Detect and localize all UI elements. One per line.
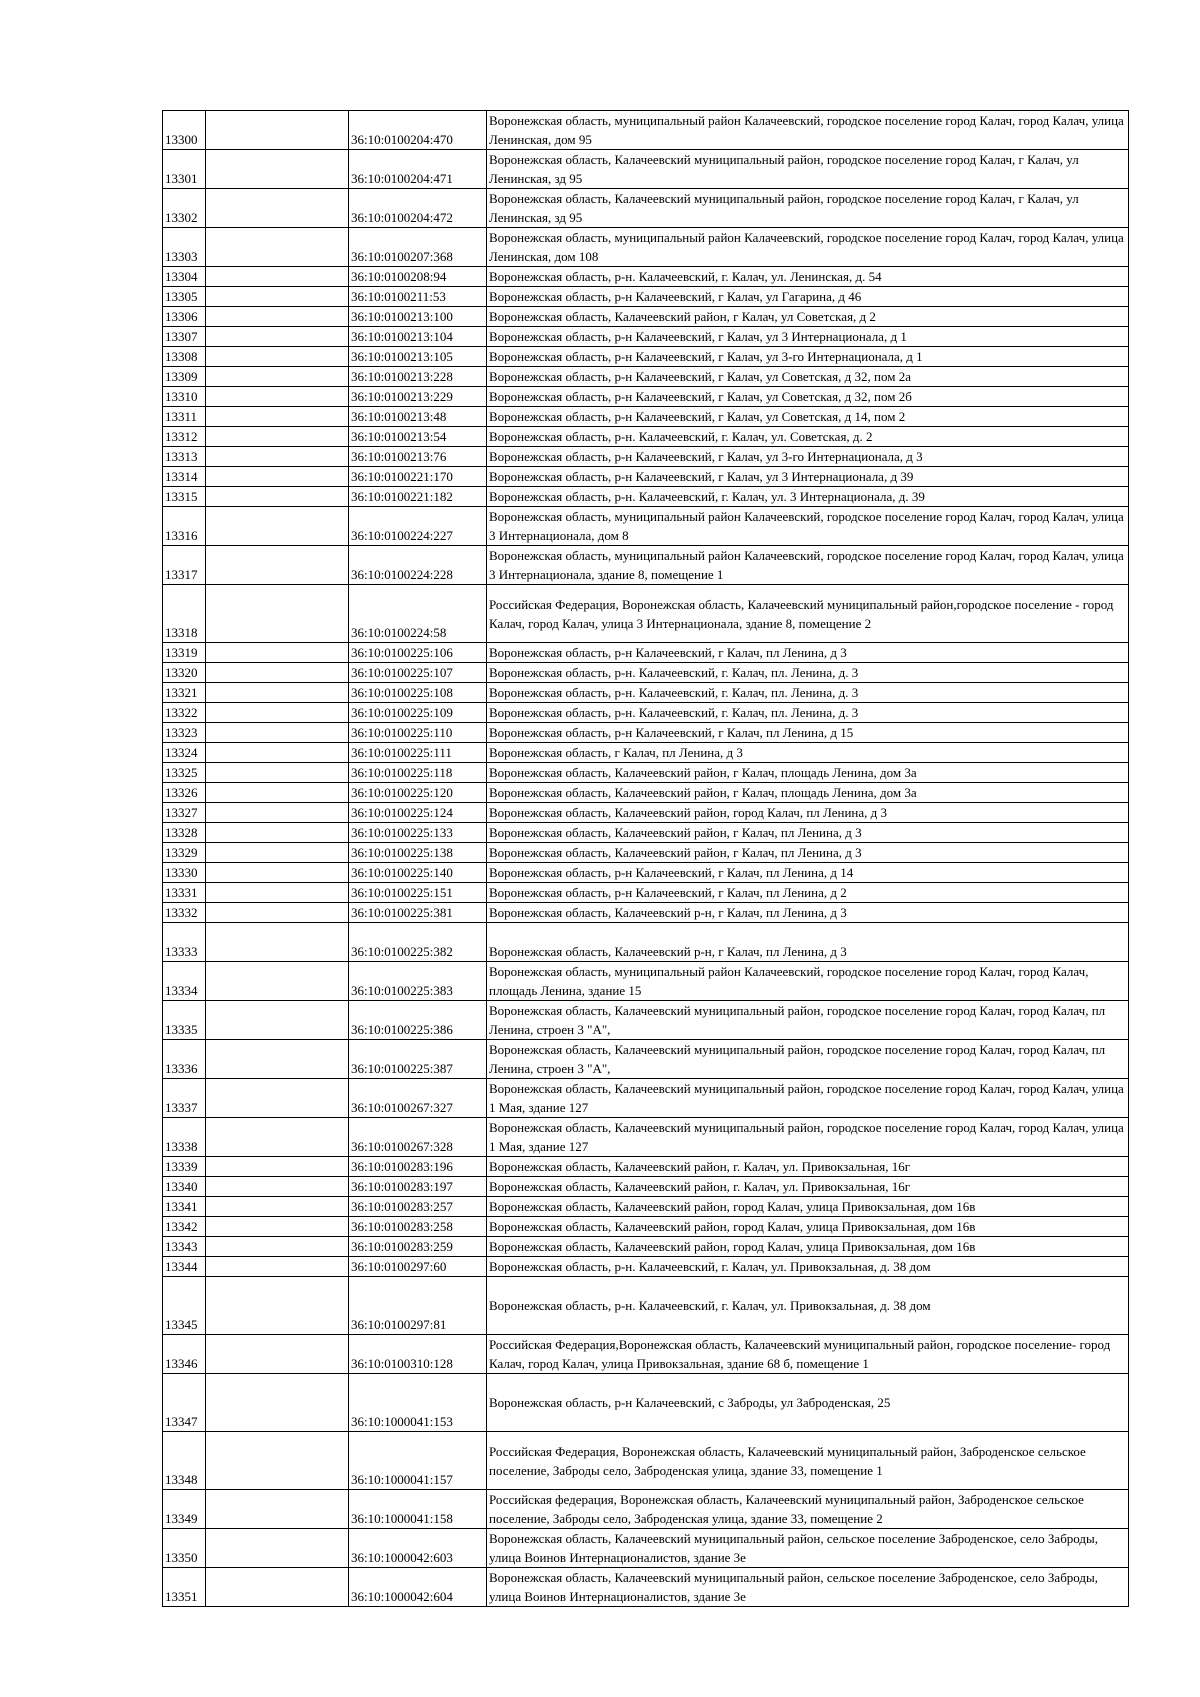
row-number-cell: 13302: [163, 189, 206, 228]
address-cell: Воронежская область, Калачеевский муниципальный район, городское поселение город Калач, город Калач, улица 1 Мая, здание 127: [487, 1079, 1129, 1118]
row-number-cell: 13347: [163, 1374, 206, 1432]
empty-cell: [206, 367, 349, 387]
empty-cell: [206, 962, 349, 1001]
address-cell: Воронежская область, Калачеевский муниципальный район, городское поселение город Калач, город Калач, пл Ленина, строен 3 "А",: [487, 1040, 1129, 1079]
table-row: [163, 267, 1129, 287]
cadastral-number-cell: 36:10:0100225:110: [349, 723, 487, 743]
address-cell: Российская федерация, Воронежская область, Калачеевский муниципальный район, Заброденское сельское поселение, Заброды село, Заброденская улица, здание 33, помещение 2: [487, 1490, 1129, 1529]
empty-cell: [206, 883, 349, 903]
table-row: [163, 111, 1129, 150]
cadastral-number-cell: 36:10:0100225:108: [349, 683, 487, 703]
table-row: [163, 1432, 1129, 1490]
address-cell: Воронежская область, р-н Калачеевский, г Калач, пл Ленина, д 3: [487, 643, 1129, 663]
row-number-cell: 13328: [163, 823, 206, 843]
address-cell: Воронежская область, р-н. Калачеевский, г. Калач, ул. 3 Интернационала, д. 39: [487, 487, 1129, 507]
table-row: [163, 307, 1129, 327]
empty-cell: [206, 327, 349, 347]
row-number-cell: 13348: [163, 1432, 206, 1490]
empty-cell: [206, 150, 349, 189]
row-number-cell: 13335: [163, 1001, 206, 1040]
row-number-cell: 13301: [163, 150, 206, 189]
empty-cell: [206, 843, 349, 863]
cadastral-number-cell: 36:10:0100283:259: [349, 1237, 487, 1257]
table-row: [163, 467, 1129, 487]
cadastral-number-cell: 36:10:0100204:470: [349, 111, 487, 150]
table-row: [163, 367, 1129, 387]
row-number-cell: 13318: [163, 585, 206, 643]
empty-cell: [206, 347, 349, 367]
empty-cell: [206, 1490, 349, 1529]
empty-cell: [206, 287, 349, 307]
address-cell: Воронежская область, р-н Калачеевский, г Калач, ул Советская, д 32, пом 2б: [487, 387, 1129, 407]
registry-table: [162, 110, 1129, 1607]
table-row: [163, 843, 1129, 863]
row-number-cell: 13310: [163, 387, 206, 407]
address-cell: Воронежская область, муниципальный район Калачеевский, городское поселение город Калач, город Калач, улица 3 Интернационала, здание 8, помещение 1: [487, 546, 1129, 585]
row-number-cell: 13351: [163, 1568, 206, 1607]
address-cell: Воронежская область, р-н. Калачеевский, г. Калач, пл. Ленина, д. 3: [487, 703, 1129, 723]
row-number-cell: 13312: [163, 427, 206, 447]
table-row: [163, 1374, 1129, 1432]
empty-cell: [206, 585, 349, 643]
address-cell: Российская Федерация, Воронежская область, Калачеевский муниципальный район,городское поселение - город Калач, город Калач, улица 3 Интернационала, здание 8, помещение 2: [487, 585, 1129, 643]
address-cell: Воронежская область, р-н Калачеевский, г Калач, ул 3 Интернационала, д 39: [487, 467, 1129, 487]
empty-cell: [206, 546, 349, 585]
cadastral-number-cell: 36:10:0100283:197: [349, 1177, 487, 1197]
empty-cell: [206, 111, 349, 150]
table-row: [163, 546, 1129, 585]
row-number-cell: 13322: [163, 703, 206, 723]
address-cell: Воронежская область, Калачеевский район, г Калач, пл Ленина, д 3: [487, 823, 1129, 843]
cadastral-number-cell: 36:10:0100267:327: [349, 1079, 487, 1118]
cadastral-number-cell: 36:10:0100213:105: [349, 347, 487, 367]
table-row: [163, 643, 1129, 663]
address-cell: Воронежская область, р-н Калачеевский, г Калач, пл Ленина, д 15: [487, 723, 1129, 743]
address-cell: Воронежская область, муниципальный район Калачеевский, городское поселение город Калач, город Калач, улица 3 Интернационала, дом 8: [487, 507, 1129, 546]
address-cell: Воронежская область, Калачеевский район, город Калач, улица Привокзальная, дом 16в: [487, 1237, 1129, 1257]
cadastral-number-cell: 36:10:0100225:111: [349, 743, 487, 763]
empty-cell: [206, 1237, 349, 1257]
address-cell: Воронежская область, р-н. Калачеевский, г. Калач, ул. Ленинская, д. 54: [487, 267, 1129, 287]
empty-cell: [206, 1197, 349, 1217]
table-row: [163, 923, 1129, 962]
table-row: [163, 1257, 1129, 1277]
row-number-cell: 13341: [163, 1197, 206, 1217]
address-cell: Воронежская область, р-н Калачеевский, г Калач, ул Советская, д 14, пом 2: [487, 407, 1129, 427]
empty-cell: [206, 863, 349, 883]
address-cell: Воронежская область, Калачеевский район, г Калач, ул Советская, д 2: [487, 307, 1129, 327]
table-row: [163, 327, 1129, 347]
cadastral-number-cell: 36:10:0100213:54: [349, 427, 487, 447]
row-number-cell: 13334: [163, 962, 206, 1001]
empty-cell: [206, 1079, 349, 1118]
row-number-cell: 13324: [163, 743, 206, 763]
address-cell: Воронежская область, муниципальный район Калачеевский, городское поселение город Калач, город Калач, площадь Ленина, здание 15: [487, 962, 1129, 1001]
address-cell: Воронежская область, Калачеевский район, г. Калач, ул. Привокзальная, 16г: [487, 1177, 1129, 1197]
cadastral-number-cell: 36:10:1000041:153: [349, 1374, 487, 1432]
table-row: [163, 189, 1129, 228]
table-row: [163, 1335, 1129, 1374]
row-number-cell: 13330: [163, 863, 206, 883]
table-row: [163, 507, 1129, 546]
address-cell: Воронежская область, р-н Калачеевский, г Калач, ул 3-го Интернационала, д 1: [487, 347, 1129, 367]
address-cell: Воронежская область, Калачеевский район, город Калач, улица Привокзальная, дом 16в: [487, 1217, 1129, 1237]
address-cell: Воронежская область, Калачеевский муниципальный район, городское поселение город Калач, город Калач, улица 1 Мая, здание 127: [487, 1118, 1129, 1157]
row-number-cell: 13305: [163, 287, 206, 307]
table-row: [163, 1568, 1129, 1607]
empty-cell: [206, 903, 349, 923]
address-cell: Воронежская область, р-н Калачеевский, г Калач, ул Советская, д 32, пом 2а: [487, 367, 1129, 387]
cadastral-number-cell: 36:10:1000041:157: [349, 1432, 487, 1490]
row-number-cell: 13311: [163, 407, 206, 427]
row-number-cell: 13325: [163, 763, 206, 783]
table-row: [163, 803, 1129, 823]
empty-cell: [206, 407, 349, 427]
row-number-cell: 13329: [163, 843, 206, 863]
row-number-cell: 13344: [163, 1257, 206, 1277]
table-row: [163, 1529, 1129, 1568]
cadastral-number-cell: 36:10:1000042:603: [349, 1529, 487, 1568]
empty-cell: [206, 1277, 349, 1335]
empty-cell: [206, 1529, 349, 1568]
address-cell: Воронежская область, р-н. Калачеевский, г. Калач, ул. Привокзальная, д. 38 дом: [487, 1257, 1129, 1277]
cadastral-number-cell: 36:10:0100213:76: [349, 447, 487, 467]
empty-cell: [206, 1335, 349, 1374]
empty-cell: [206, 1374, 349, 1432]
cadastral-number-cell: 36:10:0100213:100: [349, 307, 487, 327]
address-cell: Воронежская область, р-н Калачеевский, с Заброды, ул Заброденская, 25: [487, 1374, 1129, 1432]
address-cell: Воронежская область, р-н. Калачеевский, г. Калач, ул. Советская, д. 2: [487, 427, 1129, 447]
address-cell: Воронежская область, г Калач, пл Ленина, д 3: [487, 743, 1129, 763]
address-cell: Воронежская область, Калачеевский район, город Калач, пл Ленина, д 3: [487, 803, 1129, 823]
registry-table-body: [163, 111, 1129, 1607]
table-row: [163, 962, 1129, 1001]
row-number-cell: 13321: [163, 683, 206, 703]
table-row: [163, 863, 1129, 883]
address-cell: Воронежская область, р-н. Калачеевский, г. Калач, пл. Ленина, д. 3: [487, 663, 1129, 683]
cadastral-number-cell: 36:10:0100213:228: [349, 367, 487, 387]
table-row: [163, 1217, 1129, 1237]
table-row: [163, 1277, 1129, 1335]
cadastral-number-cell: 36:10:0100224:227: [349, 507, 487, 546]
cadastral-number-cell: 36:10:0100283:257: [349, 1197, 487, 1217]
table-row: [163, 823, 1129, 843]
cadastral-number-cell: 36:10:0100213:48: [349, 407, 487, 427]
row-number-cell: 13316: [163, 507, 206, 546]
row-number-cell: 13333: [163, 923, 206, 962]
table-row: [163, 903, 1129, 923]
address-cell: Воронежская область, Калачеевский район, г Калач, площадь Ленина, дом 3а: [487, 763, 1129, 783]
row-number-cell: 13314: [163, 467, 206, 487]
empty-cell: [206, 228, 349, 267]
empty-cell: [206, 507, 349, 546]
empty-cell: [206, 387, 349, 407]
cadastral-number-cell: 36:10:0100221:170: [349, 467, 487, 487]
row-number-cell: 13350: [163, 1529, 206, 1568]
row-number-cell: 13340: [163, 1177, 206, 1197]
address-cell: Воронежская область, Калачеевский р-н, г Калач, пл Ленина, д 3: [487, 923, 1129, 962]
address-cell: Воронежская область, Калачеевский муниципальный район, городское поселение город Калач, город Калач, пл Ленина, строен 3 "А",: [487, 1001, 1129, 1040]
empty-cell: [206, 1177, 349, 1197]
empty-cell: [206, 683, 349, 703]
cadastral-number-cell: 36:10:0100221:182: [349, 487, 487, 507]
empty-cell: [206, 1432, 349, 1490]
cadastral-number-cell: 36:10:0100213:229: [349, 387, 487, 407]
empty-cell: [206, 1001, 349, 1040]
cadastral-number-cell: 36:10:0100225:124: [349, 803, 487, 823]
address-cell: Воронежская область, р-н. Калачеевский, г. Калач, ул. Привокзальная, д. 38 дом: [487, 1277, 1129, 1335]
empty-cell: [206, 1257, 349, 1277]
table-row: [163, 427, 1129, 447]
cadastral-number-cell: 36:10:0100283:196: [349, 1157, 487, 1177]
cadastral-number-cell: 36:10:0100267:328: [349, 1118, 487, 1157]
table-row: [163, 407, 1129, 427]
table-row: [163, 1118, 1129, 1157]
empty-cell: [206, 307, 349, 327]
empty-cell: [206, 743, 349, 763]
row-number-cell: 13342: [163, 1217, 206, 1237]
empty-cell: [206, 1217, 349, 1237]
cadastral-number-cell: 36:10:0100204:471: [349, 150, 487, 189]
row-number-cell: 13317: [163, 546, 206, 585]
row-number-cell: 13306: [163, 307, 206, 327]
cadastral-number-cell: 36:10:0100225:109: [349, 703, 487, 723]
row-number-cell: 13307: [163, 327, 206, 347]
cadastral-number-cell: 36:10:0100225:107: [349, 663, 487, 683]
cadastral-number-cell: 36:10:0100225:382: [349, 923, 487, 962]
row-number-cell: 13345: [163, 1277, 206, 1335]
empty-cell: [206, 723, 349, 743]
cadastral-number-cell: 36:10:0100225:151: [349, 883, 487, 903]
row-number-cell: 13339: [163, 1157, 206, 1177]
table-row: [163, 228, 1129, 267]
cadastral-number-cell: 36:10:0100225:387: [349, 1040, 487, 1079]
empty-cell: [206, 267, 349, 287]
table-row: [163, 1197, 1129, 1217]
cadastral-number-cell: 36:10:1000041:158: [349, 1490, 487, 1529]
row-number-cell: 13332: [163, 903, 206, 923]
address-cell: Воронежская область, муниципальный район Калачеевский, городское поселение город Калач, город Калач, улица Ленинская, дом 95: [487, 111, 1129, 150]
cadastral-number-cell: 36:10:0100225:120: [349, 783, 487, 803]
table-row: [163, 487, 1129, 507]
row-number-cell: 13331: [163, 883, 206, 903]
table-row: [163, 743, 1129, 763]
cadastral-number-cell: 36:10:0100208:94: [349, 267, 487, 287]
row-number-cell: 13319: [163, 643, 206, 663]
table-row: [163, 1237, 1129, 1257]
cadastral-number-cell: 36:10:0100310:128: [349, 1335, 487, 1374]
table-row: [163, 387, 1129, 407]
empty-cell: [206, 1118, 349, 1157]
row-number-cell: 13300: [163, 111, 206, 150]
cadastral-number-cell: 36:10:0100213:104: [349, 327, 487, 347]
cadastral-number-cell: 36:10:0100207:368: [349, 228, 487, 267]
table-row: [163, 287, 1129, 307]
cadastral-number-cell: 36:10:0100225:138: [349, 843, 487, 863]
address-cell: Российская Федерация,Воронежская область, Калачеевский муниципальный район, городское поселение- город Калач, город Калач, улица Привокзальная, здание 68 б, помещение 1: [487, 1335, 1129, 1374]
address-cell: Воронежская область, Калачеевский район, г Калач, площадь Ленина, дом 3а: [487, 783, 1129, 803]
row-number-cell: 13346: [163, 1335, 206, 1374]
table-row: [163, 1157, 1129, 1177]
row-number-cell: 13320: [163, 663, 206, 683]
table-row: [163, 150, 1129, 189]
row-number-cell: 13326: [163, 783, 206, 803]
cadastral-number-cell: 36:10:0100204:472: [349, 189, 487, 228]
cadastral-number-cell: 36:10:0100225:133: [349, 823, 487, 843]
row-number-cell: 13303: [163, 228, 206, 267]
address-cell: Воронежская область, Калачеевский район, город Калач, улица Привокзальная, дом 16в: [487, 1197, 1129, 1217]
empty-cell: [206, 1040, 349, 1079]
empty-cell: [206, 823, 349, 843]
address-cell: Воронежская область, р-н Калачеевский, г Калач, ул 3 Интернационала, д 1: [487, 327, 1129, 347]
cadastral-number-cell: 36:10:0100225:386: [349, 1001, 487, 1040]
cadastral-number-cell: 36:10:0100225:140: [349, 863, 487, 883]
table-row: [163, 703, 1129, 723]
table-row: [163, 585, 1129, 643]
row-number-cell: 13304: [163, 267, 206, 287]
table-row: [163, 763, 1129, 783]
cadastral-number-cell: 36:10:0100225:383: [349, 962, 487, 1001]
address-cell: Воронежская область, р-н. Калачеевский, г. Калач, пл. Ленина, д. 3: [487, 683, 1129, 703]
empty-cell: [206, 189, 349, 228]
address-cell: Воронежская область, р-н Калачеевский, г Калач, пл Ленина, д 2: [487, 883, 1129, 903]
row-number-cell: 13349: [163, 1490, 206, 1529]
empty-cell: [206, 1568, 349, 1607]
empty-cell: [206, 487, 349, 507]
empty-cell: [206, 643, 349, 663]
empty-cell: [206, 1157, 349, 1177]
address-cell: Российская Федерация, Воронежская область, Калачеевский муниципальный район, Заброденское сельское поселение, Заброды село, Заброденская улица, здание 33, помещение 1: [487, 1432, 1129, 1490]
address-cell: Воронежская область, Калачеевский муниципальный район, сельское поселение Заброденское, село Заброды, улица Воинов Интернационалистов, здание 3е: [487, 1529, 1129, 1568]
table-row: [163, 783, 1129, 803]
row-number-cell: 13315: [163, 487, 206, 507]
row-number-cell: 13327: [163, 803, 206, 823]
empty-cell: [206, 803, 349, 823]
empty-cell: [206, 663, 349, 683]
table-row: [163, 1079, 1129, 1118]
cadastral-number-cell: 36:10:0100283:258: [349, 1217, 487, 1237]
empty-cell: [206, 703, 349, 723]
empty-cell: [206, 427, 349, 447]
row-number-cell: 13343: [163, 1237, 206, 1257]
empty-cell: [206, 783, 349, 803]
table-row: [163, 1040, 1129, 1079]
address-cell: Воронежская область, р-н Калачеевский, г Калач, ул Гагарина, д 46: [487, 287, 1129, 307]
row-number-cell: 13309: [163, 367, 206, 387]
empty-cell: [206, 447, 349, 467]
cadastral-number-cell: 36:10:0100297:60: [349, 1257, 487, 1277]
table-row: [163, 883, 1129, 903]
row-number-cell: 13323: [163, 723, 206, 743]
table-row: [163, 447, 1129, 467]
empty-cell: [206, 763, 349, 783]
address-cell: Воронежская область, Калачеевский муниципальный район, городское поселение город Калач, г Калач, ул Ленинская, зд 95: [487, 150, 1129, 189]
table-row: [163, 723, 1129, 743]
address-cell: Воронежская область, Калачеевский район, г. Калач, ул. Привокзальная, 16г: [487, 1157, 1129, 1177]
cadastral-number-cell: 36:10:0100225:106: [349, 643, 487, 663]
table-row: [163, 1490, 1129, 1529]
row-number-cell: 13337: [163, 1079, 206, 1118]
cadastral-number-cell: 36:10:0100224:228: [349, 546, 487, 585]
table-row: [163, 1001, 1129, 1040]
empty-cell: [206, 467, 349, 487]
row-number-cell: 13338: [163, 1118, 206, 1157]
table-row: [163, 663, 1129, 683]
address-cell: Воронежская область, Калачеевский муниципальный район, сельское поселение Заброденское, село Заброды, улица Воинов Интернационалистов, здание 3е: [487, 1568, 1129, 1607]
empty-cell: [206, 923, 349, 962]
address-cell: Воронежская область, р-н Калачеевский, г Калач, пл Ленина, д 14: [487, 863, 1129, 883]
cadastral-number-cell: 36:10:0100225:118: [349, 763, 487, 783]
cadastral-number-cell: 36:10:0100297:81: [349, 1277, 487, 1335]
row-number-cell: 13313: [163, 447, 206, 467]
address-cell: Воронежская область, р-н Калачеевский, г Калач, ул 3-го Интернационала, д 3: [487, 447, 1129, 467]
address-cell: Воронежская область, Калачеевский район, г Калач, пл Ленина, д 3: [487, 843, 1129, 863]
table-row: [163, 347, 1129, 367]
address-cell: Воронежская область, муниципальный район Калачеевский, городское поселение город Калач, город Калач, улица Ленинская, дом 108: [487, 228, 1129, 267]
cadastral-number-cell: 36:10:0100211:53: [349, 287, 487, 307]
row-number-cell: 13336: [163, 1040, 206, 1079]
cadastral-number-cell: 36:10:0100224:58: [349, 585, 487, 643]
table-row: [163, 683, 1129, 703]
address-cell: Воронежская область, Калачеевский р-н, г Калач, пл Ленина, д 3: [487, 903, 1129, 923]
row-number-cell: 13308: [163, 347, 206, 367]
cadastral-number-cell: 36:10:1000042:604: [349, 1568, 487, 1607]
cadastral-number-cell: 36:10:0100225:381: [349, 903, 487, 923]
address-cell: Воронежская область, Калачеевский муниципальный район, городское поселение город Калач, г Калач, ул Ленинская, зд 95: [487, 189, 1129, 228]
table-row: [163, 1177, 1129, 1197]
